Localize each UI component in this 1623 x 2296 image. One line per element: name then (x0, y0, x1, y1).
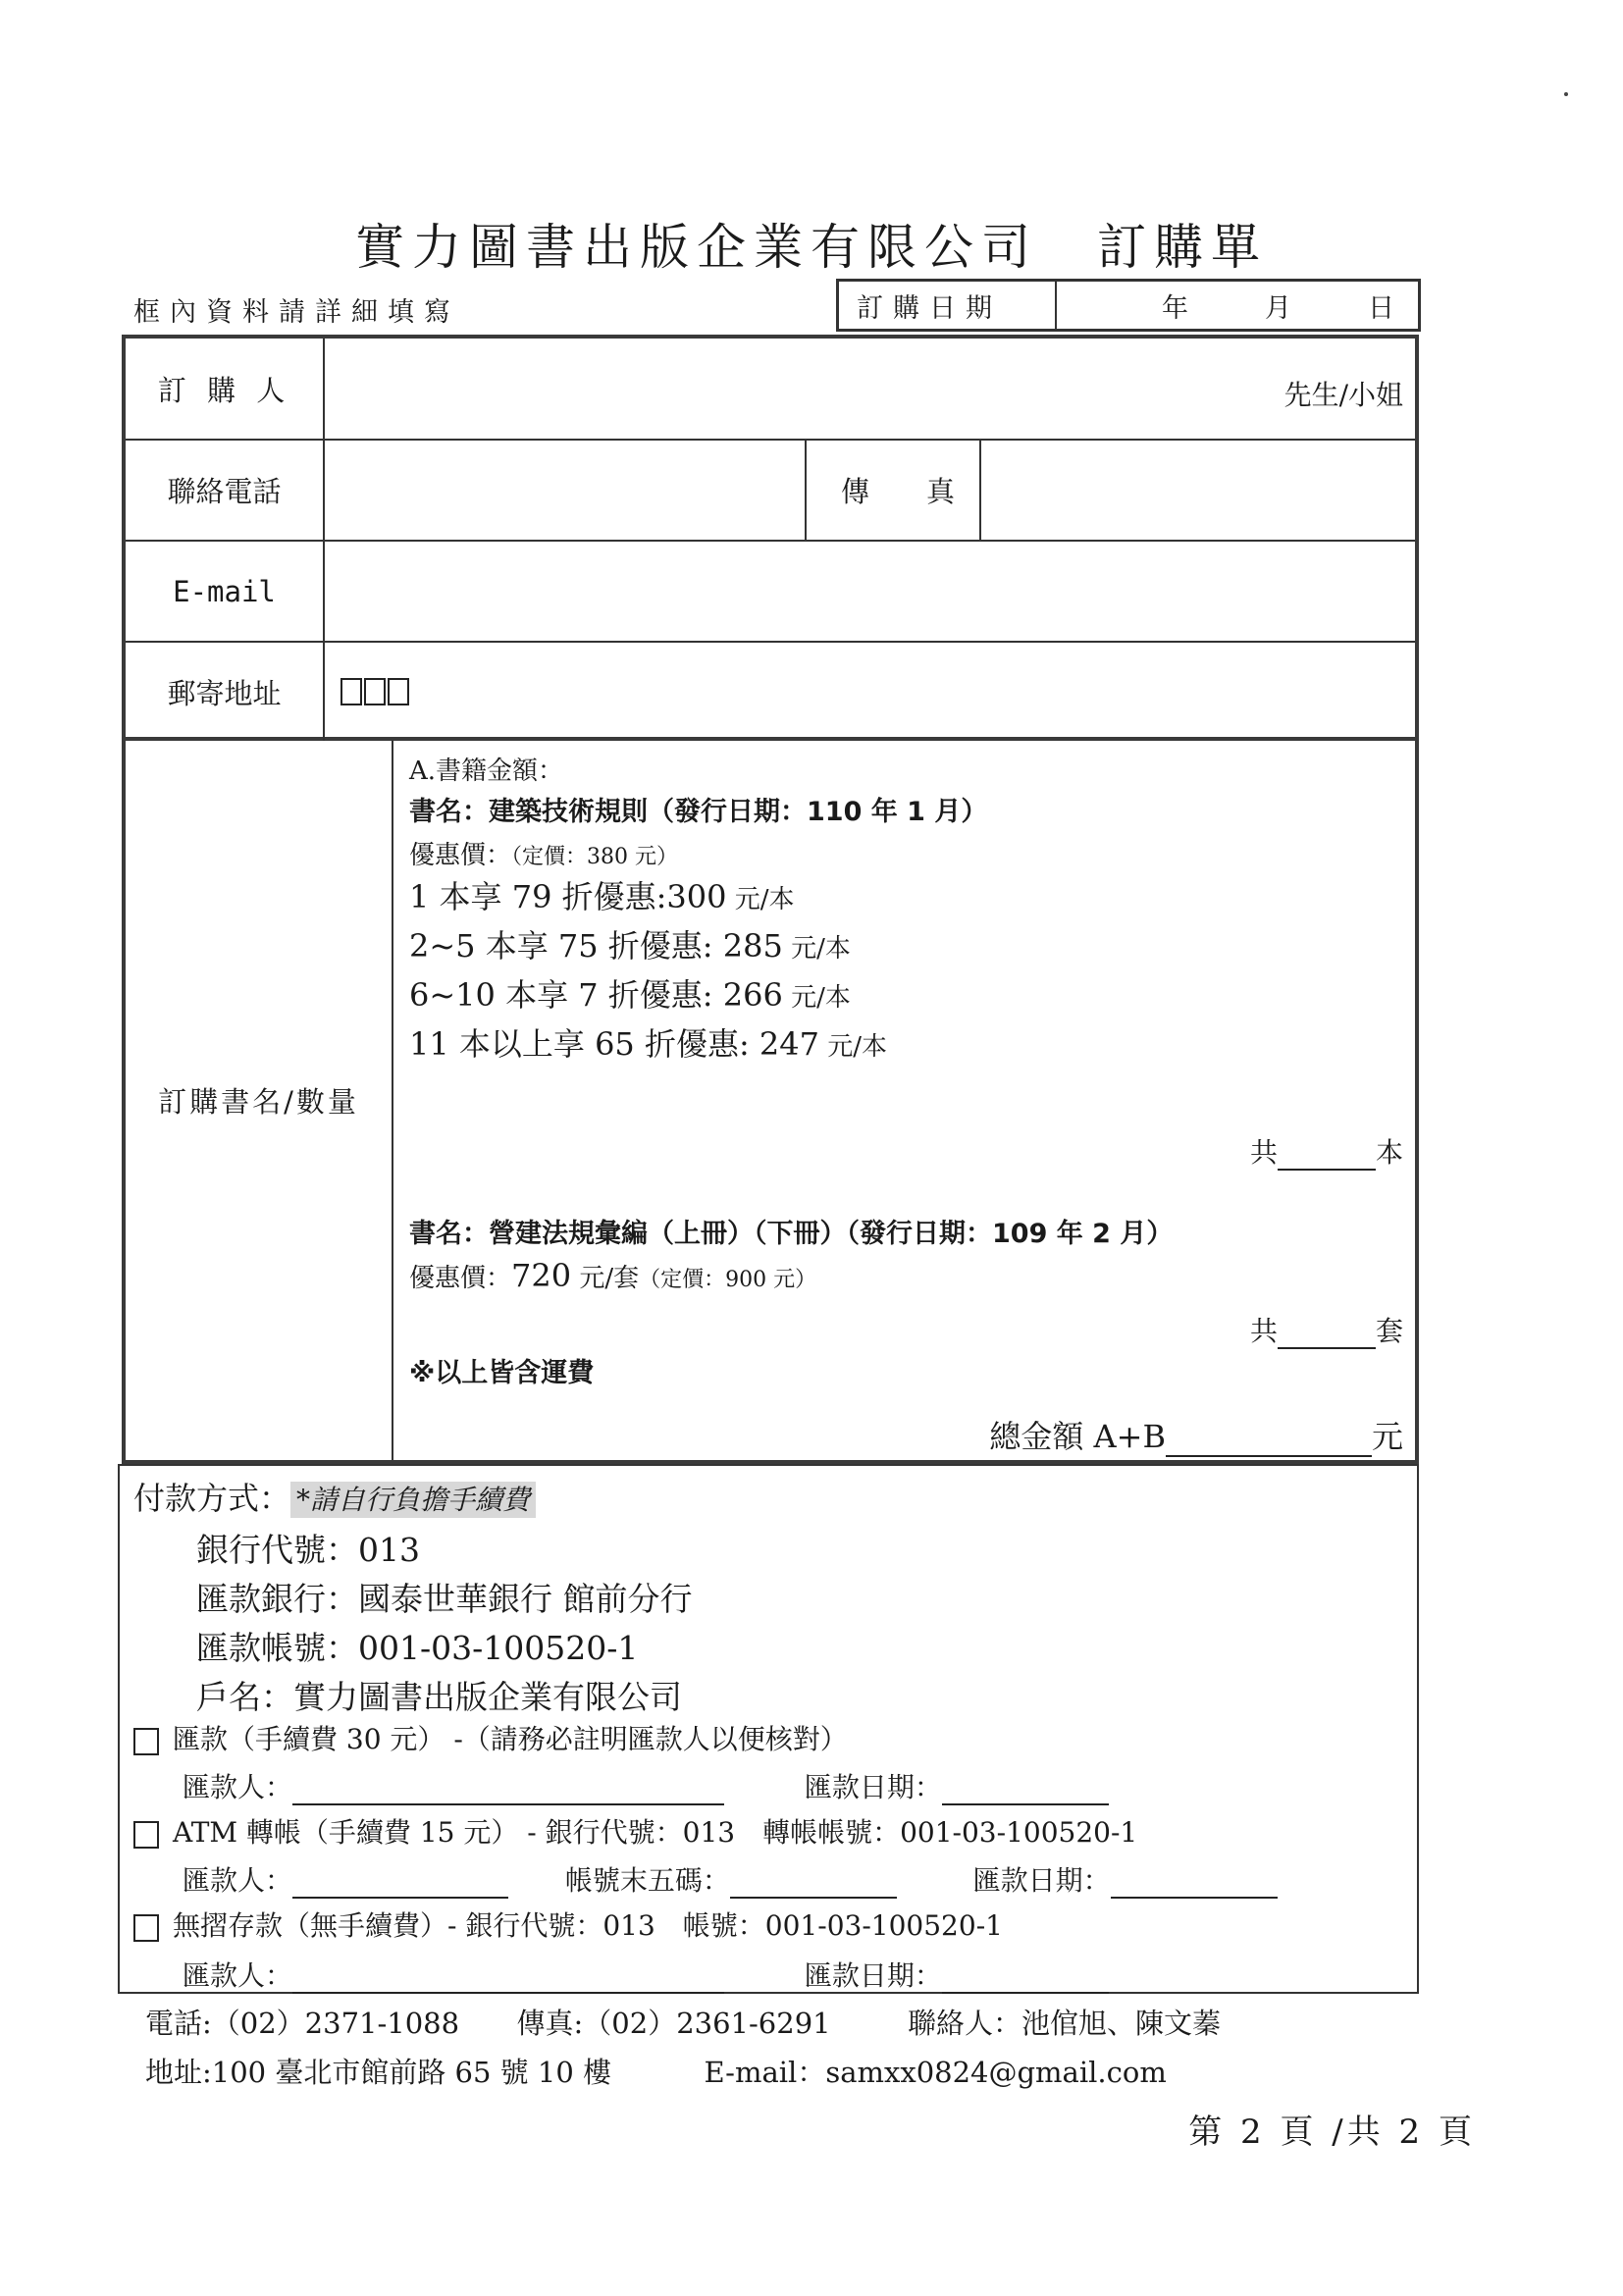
remit-date-label: 匯款日期： (804, 1959, 942, 1992)
date-month: 月 (1265, 292, 1291, 324)
email-row (126, 542, 1415, 643)
remitter-label: 匯款人： (183, 1771, 293, 1803)
total-unit: 元 (1371, 1418, 1403, 1455)
orderer-row (126, 339, 1415, 441)
order-date-field[interactable] (1057, 282, 1418, 329)
order-section (122, 741, 1419, 1464)
tier-text: 6~10 本享 7 折優惠: 266 (409, 976, 783, 1014)
payment-heading (133, 1474, 536, 1519)
footer-address: 地址:100 臺北市館前路 65 號 10 樓 (145, 2056, 612, 2089)
book1-quantity (1250, 1131, 1403, 1171)
remitter-label: 匯款人： (183, 1959, 293, 1992)
fill-instruction: 框內資料請詳細填寫 (133, 297, 460, 328)
option-label: ATM 轉帳（手續費 15 元） - 銀行代號：013 轉帳帳號：001-03-100520-1 (173, 1816, 1138, 1849)
page-title (0, 208, 1623, 279)
remitter-input[interactable] (292, 1774, 724, 1805)
footer-contact-person: 聯絡人：池倌旭、陳文蓁 (908, 2007, 1222, 2040)
footer-fax: 傳真:（02）2361-6291 (516, 2007, 831, 2040)
remittance-fields (183, 1766, 1109, 1805)
tier-text: 2~5 本享 75 折優惠: 285 (409, 927, 783, 965)
email-label: E-mail (126, 542, 325, 641)
book1-title: 書名：建築技術規則（發行日期：110 年 1 月） (409, 797, 988, 827)
phone-row (126, 441, 1415, 542)
atm-fields (183, 1859, 1278, 1899)
address-field[interactable] (325, 643, 1415, 741)
phone-field[interactable] (325, 441, 807, 540)
address-label: 郵寄地址 (126, 643, 325, 741)
deposit-remitter-input[interactable] (292, 1962, 724, 1994)
qty-prefix: 共 (1249, 1315, 1278, 1347)
email-field[interactable] (325, 542, 1415, 641)
zip-code-boxes[interactable] (340, 678, 411, 709)
book2-price-line (409, 1257, 816, 1294)
book2-quantity (1250, 1310, 1403, 1349)
total-amount (989, 1412, 1403, 1457)
tier-text: 1 本享 79 折優惠:300 (409, 878, 727, 915)
atm-date-input[interactable] (1111, 1867, 1278, 1899)
title-suffix: 先生/小姐 (1283, 379, 1403, 411)
zip-box[interactable] (388, 678, 409, 705)
fee-note: *請自行負擔手續費 (290, 1482, 536, 1518)
payment-section (118, 1464, 1419, 1994)
bank-code: 銀行代號：013 (196, 1531, 420, 1569)
tier-row (409, 872, 795, 917)
fax-label: 傳 真 (816, 441, 981, 540)
tier-row (409, 921, 851, 966)
tier-row (409, 1019, 887, 1065)
orderer-label: 訂 購 人 (126, 339, 325, 439)
tier-unit: 元/本 (726, 885, 795, 914)
tier-row (409, 970, 851, 1016)
price-label: 優惠價： (409, 841, 512, 870)
fax-field[interactable] (981, 441, 1415, 540)
qty-suffix: 套 (1375, 1315, 1403, 1347)
option-label: 匯款（手續費 30 元） -（請務必註明匯款人以便核對） (173, 1723, 848, 1755)
payment-option-cash-deposit (133, 1905, 1003, 1944)
bank-account: 匯款帳號：001-03-100520-1 (196, 1629, 639, 1667)
company-name: 實力圖書出版企業有限公司 (355, 219, 1038, 276)
qty-suffix: 本 (1375, 1136, 1403, 1169)
account-name: 戶名：實力圖書出版企業有限公司 (196, 1678, 682, 1716)
customer-info-table (122, 335, 1419, 741)
date-year: 年 (1162, 292, 1188, 324)
date-day: 日 (1368, 292, 1394, 324)
orderer-field[interactable] (325, 339, 1415, 439)
form-title: 訂購單 (1097, 219, 1268, 276)
order-details (393, 741, 1415, 1460)
book2-price: 720 (511, 1257, 572, 1294)
book1-qty-input[interactable] (1278, 1141, 1376, 1171)
phone-label: 聯絡電話 (126, 441, 325, 540)
book2-list-price: （定價：900 元） (639, 1268, 817, 1292)
remit-date-label: 匯款日期： (972, 1864, 1111, 1897)
qty-prefix: 共 (1249, 1136, 1278, 1169)
order-label: 訂購書名/數量 (126, 741, 393, 1460)
footer-phone: 電話:（02）2371-1088 (145, 2007, 460, 2040)
payment-option-atm (133, 1811, 1137, 1851)
book2-qty-input[interactable] (1278, 1320, 1376, 1349)
atm-remitter-input[interactable] (292, 1867, 508, 1899)
cash-deposit-fields (183, 1955, 1109, 1994)
bank-name: 匯款銀行：國泰世華銀行 館前分行 (196, 1580, 693, 1618)
shipping-note: ※以上皆含運費 (409, 1358, 595, 1388)
tier-unit: 元/本 (782, 934, 851, 964)
last5-label: 帳號末五碼： (564, 1864, 730, 1897)
deposit-date-input[interactable] (942, 1962, 1109, 1994)
zip-box[interactable] (364, 678, 386, 705)
tier-unit: 元/本 (782, 983, 851, 1013)
atm-checkbox[interactable] (133, 1821, 159, 1849)
option-label: 無摺存款（無手續費）- 銀行代號：013 帳號：001-03-100520-1 (173, 1909, 1003, 1942)
book1-list-price: （定價：380 元） (511, 845, 679, 869)
remittance-checkbox[interactable] (133, 1728, 159, 1755)
remit-date-input[interactable] (942, 1774, 1109, 1805)
section-a-heading: A.書籍金額： (409, 757, 564, 786)
tier-text: 11 本以上享 65 折優惠: 247 (409, 1025, 819, 1063)
footer-email: E-mail：samxx0824@gmail.com (704, 2056, 1167, 2089)
payment-option-remittance (133, 1718, 848, 1757)
last5-input[interactable] (730, 1867, 897, 1899)
total-label: 總金額 A+B (989, 1418, 1166, 1455)
order-date-label: 訂購日期 (839, 282, 1057, 329)
remitter-label: 匯款人： (183, 1864, 293, 1897)
order-date-box (836, 279, 1421, 332)
book2-title: 書名：營建法規彙編（上冊）（下冊）（發行日期：109 年 2 月） (409, 1219, 1174, 1249)
book1-price-line (409, 835, 678, 871)
address-row (126, 643, 1415, 741)
tier-unit: 元/本 (819, 1032, 888, 1062)
price-label: 優惠價： (409, 1264, 512, 1293)
payment-label: 付款方式： (133, 1480, 291, 1517)
page-number: 第 2 頁 /共 2 頁 (1188, 2113, 1476, 2152)
zip-box[interactable] (340, 678, 362, 705)
total-amount-input[interactable] (1166, 1424, 1372, 1457)
footer-contact-line (145, 2002, 1221, 2042)
scan-speck (1564, 92, 1568, 96)
cash-deposit-checkbox[interactable] (133, 1914, 159, 1942)
remit-date-label: 匯款日期： (804, 1771, 942, 1803)
footer-address-line (145, 2051, 1167, 2091)
book2-price-unit: 元/套 (579, 1264, 640, 1293)
